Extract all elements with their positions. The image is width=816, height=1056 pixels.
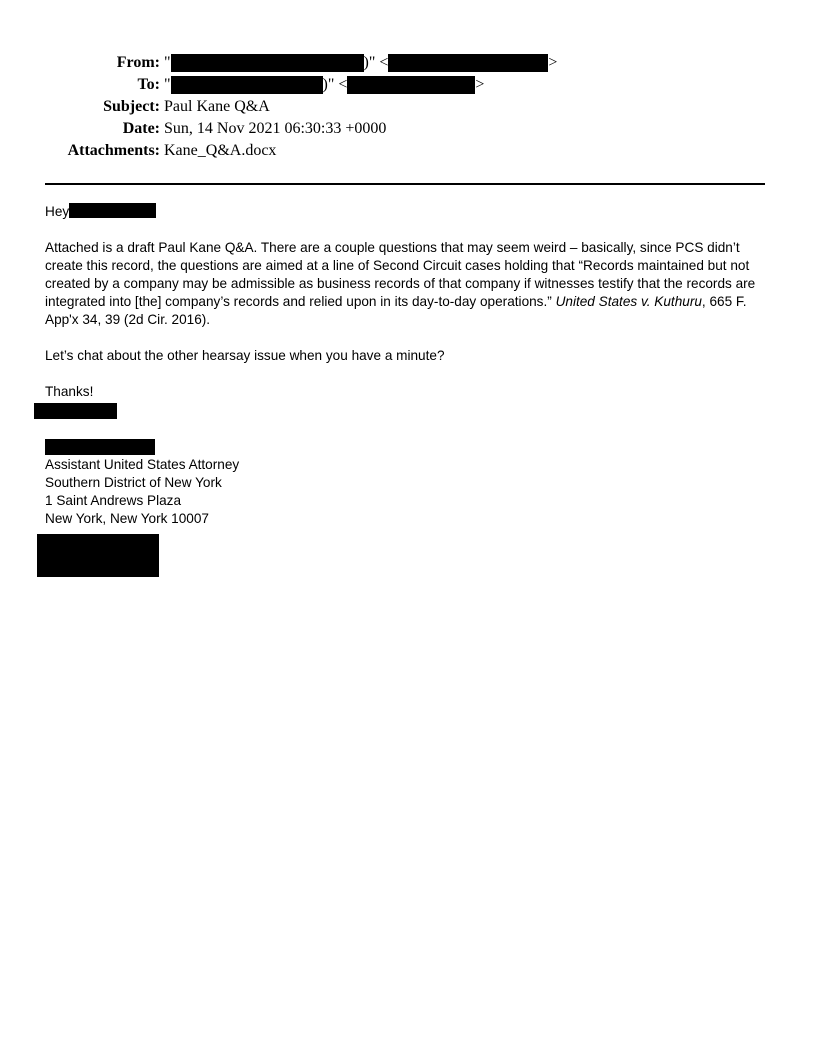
date-row [0,118,816,140]
greeting-line [45,203,770,221]
to-row [0,74,816,96]
signature-address2: New York, New York 10007 [45,511,209,526]
subject-value: Paul Kane Q&A [164,98,270,115]
signature-office: Southern District of New York [45,475,222,490]
greeting: Hey [45,204,70,219]
redaction-bar [37,534,159,577]
redaction-bar [69,203,156,218]
subject-label: Subject: [103,98,160,115]
attachments-value: Kane_Q&A.docx [164,142,277,159]
redaction-bar [34,403,117,419]
from-value: " )" < > [164,54,558,71]
subject-row [0,96,816,118]
to-value: " )" < > [164,76,485,93]
signature-address1: 1 Saint Andrews Plaza [45,493,182,508]
email-header [0,52,816,162]
signature-block [45,456,239,528]
paragraph-hearsay: Let’s chat about the other hearsay issue when you have a minute? [45,348,445,363]
redaction-bar [171,54,364,72]
header-divider [45,183,765,185]
paragraph-draft: Attached is a draft Paul Kane Q&A. There are a couple questions that may seem weird – basically, since PCS didn’t create this record, the questions are aimed at a line of Second Circuit cases holding that “Records maintained but not created by a company may be admissible as business records of that company if witnesses testify that the records are integrated into [the] company’s records and relied upon in its day-to-day operations.” United States v. Kuthuru, 665 F. App'x 34, 39 (2d Cir. 2016). [45,240,756,327]
email-body [45,203,770,401]
to-label: To: [137,76,160,93]
redaction-bar [388,54,548,72]
closing: Thanks! [45,384,94,399]
date-label: Date: [122,120,160,137]
from-label: From: [116,54,160,71]
attachments-label: Attachments: [67,142,160,159]
redaction-bar [347,76,475,94]
date-value: Sun, 14 Nov 2021 06:30:33 +0000 [164,120,387,137]
signature-title: Assistant United States Attorney [45,457,240,472]
redaction-bar [171,76,323,94]
attachments-row [0,140,816,162]
redaction-bar [45,439,155,455]
case-name: United States v. Kuthuru [555,294,702,309]
from-row [0,52,816,74]
